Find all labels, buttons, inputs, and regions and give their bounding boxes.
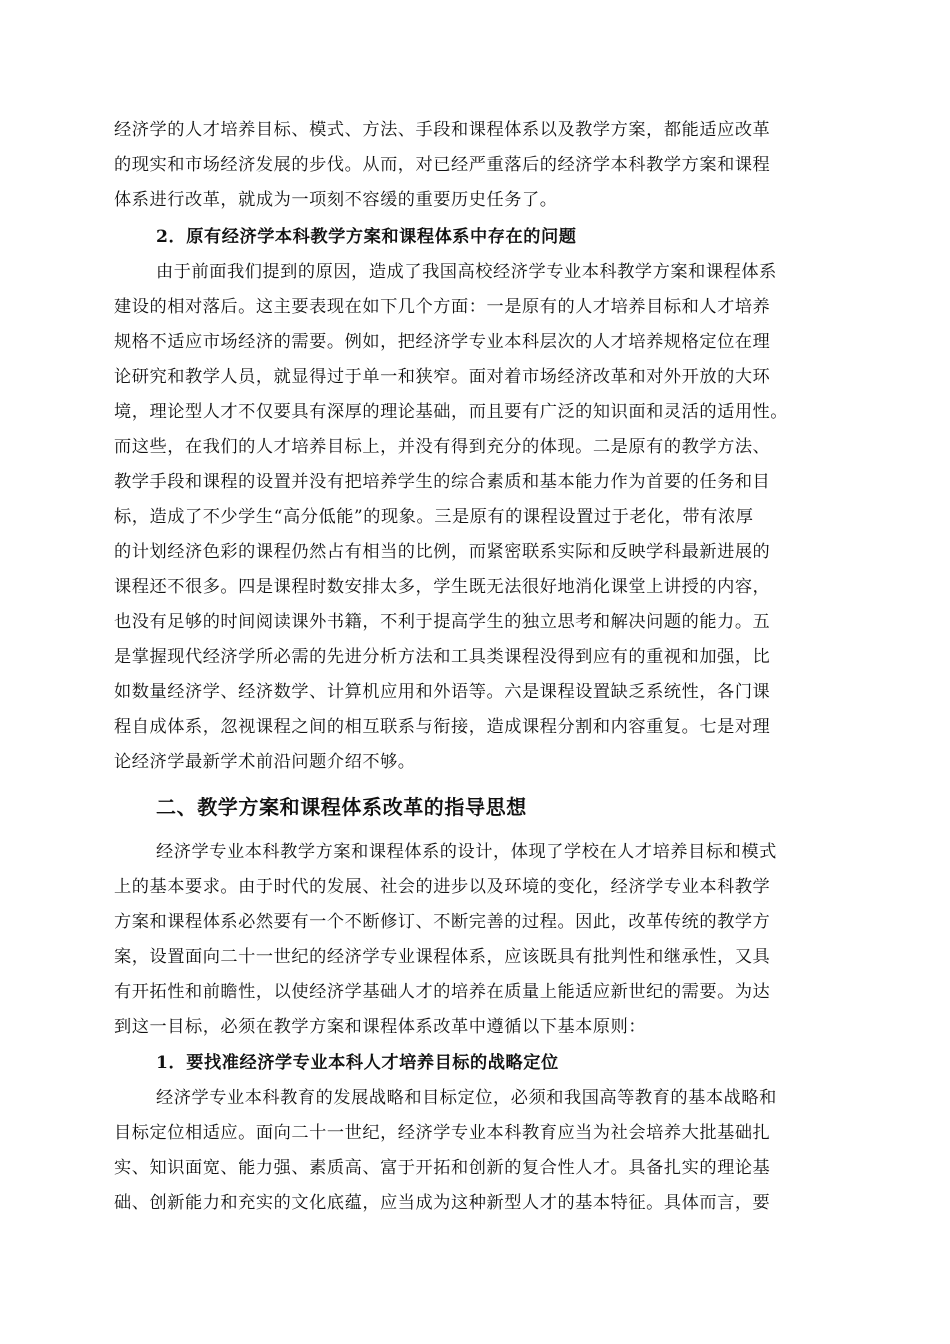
paragraph-line: 目标定位相适应。面向二十一世纪，经济学专业本科教育应当为社会培养大批基础扎: [114, 1123, 771, 1143]
paragraph-line: 规格不适应市场经济的需要。例如，把经济学专业本科层次的人才培养规格定位在理: [114, 332, 771, 352]
paragraph-line: 程自成体系，忽视课程之间的相互联系与衔接，造成课程分割和内容重复。七是对理: [114, 717, 771, 737]
paragraph-line: 础、创新能力和充实的文化底蕴，应当成为这种新型人才的基本特征。具体而言，要: [114, 1193, 771, 1213]
paragraph-line: 案，设置面向二十一世纪的经济学专业课程体系，应该既具有批判性和继承性，又具: [114, 947, 771, 967]
paragraph-line: 经济学专业本科教育的发展战略和目标定位，必须和我国高等教育的基本战略和: [156, 1088, 777, 1108]
subsection-heading: 2．原有经济学本科教学方案和课程体系中存在的问题: [156, 227, 577, 247]
paragraph-line: 而这些，在我们的人才培养目标上，并没有得到充分的体现。二是原有的教学方法、: [114, 437, 771, 457]
paragraph-line: 建设的相对落后。这主要表现在如下几个方面：一是原有的人才培养目标和人才培养: [114, 297, 771, 317]
paragraph-line: 有开拓性和前瞻性，以使经济学基础人才的培养在质量上能适应新世纪的需要。为达: [114, 982, 771, 1002]
paragraph-line: 是掌握现代经济学所必需的先进分析方法和工具类课程没得到应有的重视和加强，比: [114, 647, 771, 667]
paragraph-line: 境，理论型人才不仅要具有深厚的理论基础，而且要有广泛的知识面和灵活的适用性。: [114, 402, 789, 422]
paragraph-line: 论经济学最新学术前沿问题介绍不够。: [114, 752, 416, 772]
section-heading: 二、教学方案和课程体系改革的指导思想: [156, 795, 527, 819]
paragraph-line: 如数量经济学、经济数学、计算机应用和外语等。六是课程设置缺乏系统性，各门课: [114, 682, 771, 702]
paragraph-line: 经济学的人才培养目标、模式、方法、手段和课程体系以及教学方案，都能适应改革: [114, 120, 771, 140]
subsection-heading: 1．要找准经济学专业本科人才培养目标的战略定位: [156, 1053, 559, 1073]
paragraph-line: 到这一目标，必须在教学方案和课程体系改革中遵循以下基本原则：: [114, 1017, 647, 1037]
paragraph-line: 论研究和教学人员，就显得过于单一和狭窄。面对着市场经济改革和对外开放的大环: [114, 367, 771, 387]
paragraph-line: 方案和课程体系必然要有一个不断修订、不断完善的过程。因此，改革传统的教学方: [114, 912, 771, 932]
paragraph-line: 标，造成了不少学生“高分低能”的现象。三是原有的课程设置过于老化，带有浓厚: [114, 507, 754, 527]
paragraph-line: 经济学专业本科教学方案和课程体系的设计，体现了学校在人才培养目标和模式: [156, 842, 777, 862]
paragraph-line: 教学手段和课程的设置并没有把培养学生的综合素质和基本能力作为首要的任务和目: [114, 472, 771, 492]
paragraph-line: 也没有足够的时间阅读课外书籍，不利于提高学生的独立思考和解决问题的能力。五: [114, 612, 771, 632]
paragraph-line: 体系进行改革，就成为一项刻不容缓的重要历史任务了。: [114, 190, 558, 210]
paragraph-line: 课程还不很多。四是课程时数安排太多，学生既无法很好地消化课堂上讲授的内容，: [114, 577, 771, 597]
paragraph-line: 实、知识面宽、能力强、素质高、富于开拓和创新的复合性人才。具备扎实的理论基: [114, 1158, 771, 1178]
paragraph-line: 的现实和市场经济发展的步伐。从而，对已经严重落后的经济学本科教学方案和课程: [114, 155, 771, 175]
paragraph-line: 由于前面我们提到的原因，造成了我国高校经济学专业本科教学方案和课程体系: [156, 262, 777, 282]
paragraph-line: 的计划经济色彩的课程仍然占有相当的比例，而紧密联系实际和反映学科最新进展的: [114, 542, 771, 562]
paragraph-line: 上的基本要求。由于时代的发展、社会的进步以及环境的变化，经济学专业本科教学: [114, 877, 771, 897]
